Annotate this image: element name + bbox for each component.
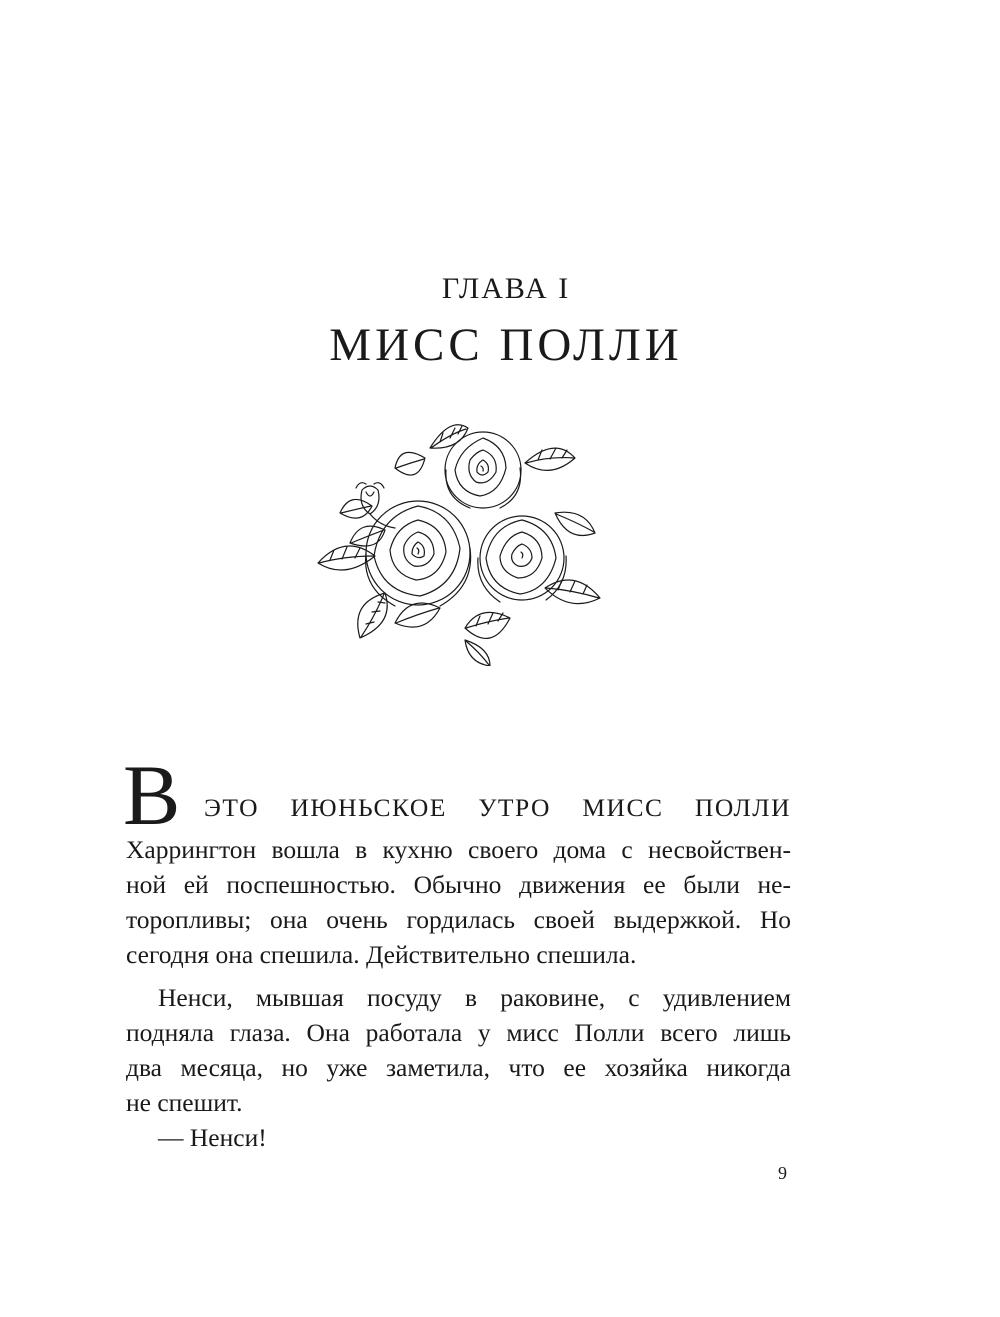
- opening-line: [123, 747, 791, 843]
- leaf-icon: [358, 593, 387, 638]
- leaf-icon: [395, 603, 440, 627]
- paragraph-line: подняла глаза. Она работала у мисс Полли всего лишь: [126, 1018, 791, 1047]
- leaf-icon: [525, 448, 575, 470]
- roses-bouquet-icon: [300, 408, 620, 666]
- drop-cap: В: [123, 747, 181, 843]
- leaf-icon: [395, 452, 425, 475]
- paragraph-line: сегодня она спешила. Действительно спешила.: [126, 940, 637, 969]
- dialogue-line: — Ненси!: [158, 1123, 267, 1152]
- rose-icon: [366, 501, 471, 606]
- opening-line-text: ЭТО ИЮНЬСКОЕ УТРО МИСС ПОЛЛИ: [204, 793, 791, 822]
- paragraph-line: торопливы; она очень гордилась своей выдержкой. Но: [126, 905, 791, 934]
- paragraph-line: Харрингтон вошла в кухню своего дома с несвойствен-: [126, 835, 791, 864]
- chapter-label: ГЛАВА I: [441, 272, 571, 305]
- paragraph-line: Ненси, мывшая посуду в раковине, с удивлением: [158, 983, 791, 1012]
- leaf-icon: [555, 512, 595, 535]
- leaf-icon: [465, 640, 490, 666]
- rosebud-icon: [356, 483, 395, 528]
- paragraph-line: ной ей поспешностью. Обычно движения ее были не-: [126, 870, 791, 899]
- rose-icon: [445, 432, 521, 508]
- chapter-title: МИСС ПОЛЛИ: [329, 319, 683, 371]
- page-number: 9: [778, 1163, 787, 1183]
- leaf-icon: [340, 499, 372, 518]
- leaf-icon: [545, 580, 600, 604]
- paragraph-line: не спешит.: [126, 1088, 243, 1117]
- paragraph-line: два месяца, но уже заметила, что ее хозяйка никогда: [126, 1053, 791, 1082]
- leaf-icon: [430, 425, 468, 448]
- body-text: [123, 747, 791, 1155]
- leaf-icon: [465, 612, 510, 638]
